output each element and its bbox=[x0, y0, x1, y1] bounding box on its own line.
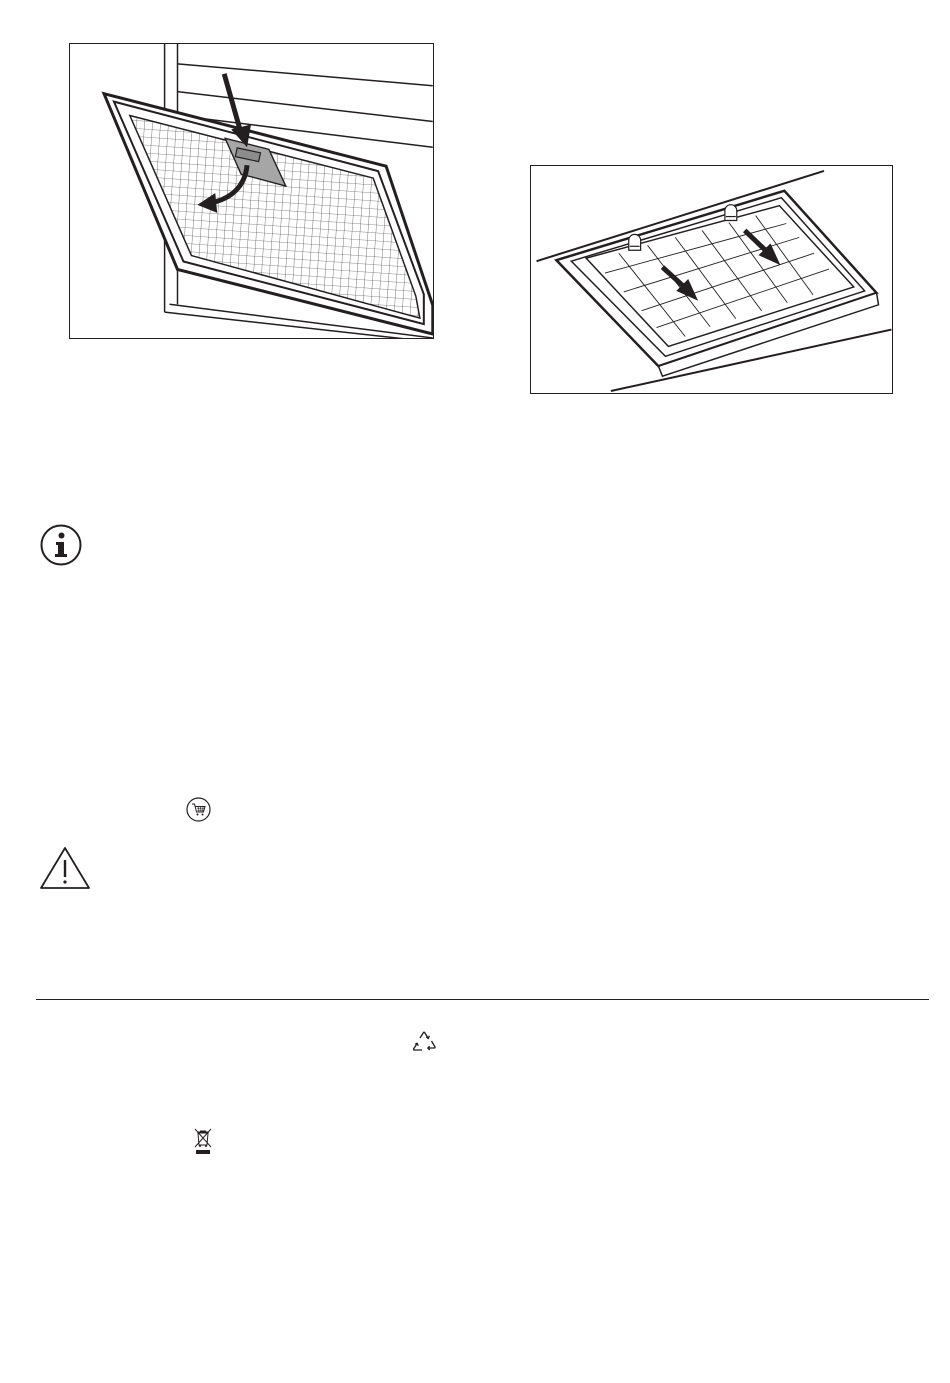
info-icon bbox=[40, 524, 82, 566]
filter-installation-figure bbox=[530, 165, 893, 394]
filter-removal-figure bbox=[69, 43, 434, 339]
crossed-bin-icon bbox=[193, 1127, 213, 1155]
warning-icon bbox=[39, 846, 91, 890]
recycle-icon bbox=[410, 1029, 438, 1055]
section-divider bbox=[36, 999, 929, 1000]
filter-removal-illustration bbox=[70, 44, 433, 338]
shopping-cart-icon bbox=[186, 797, 211, 822]
filter-installation-illustration bbox=[531, 166, 892, 393]
